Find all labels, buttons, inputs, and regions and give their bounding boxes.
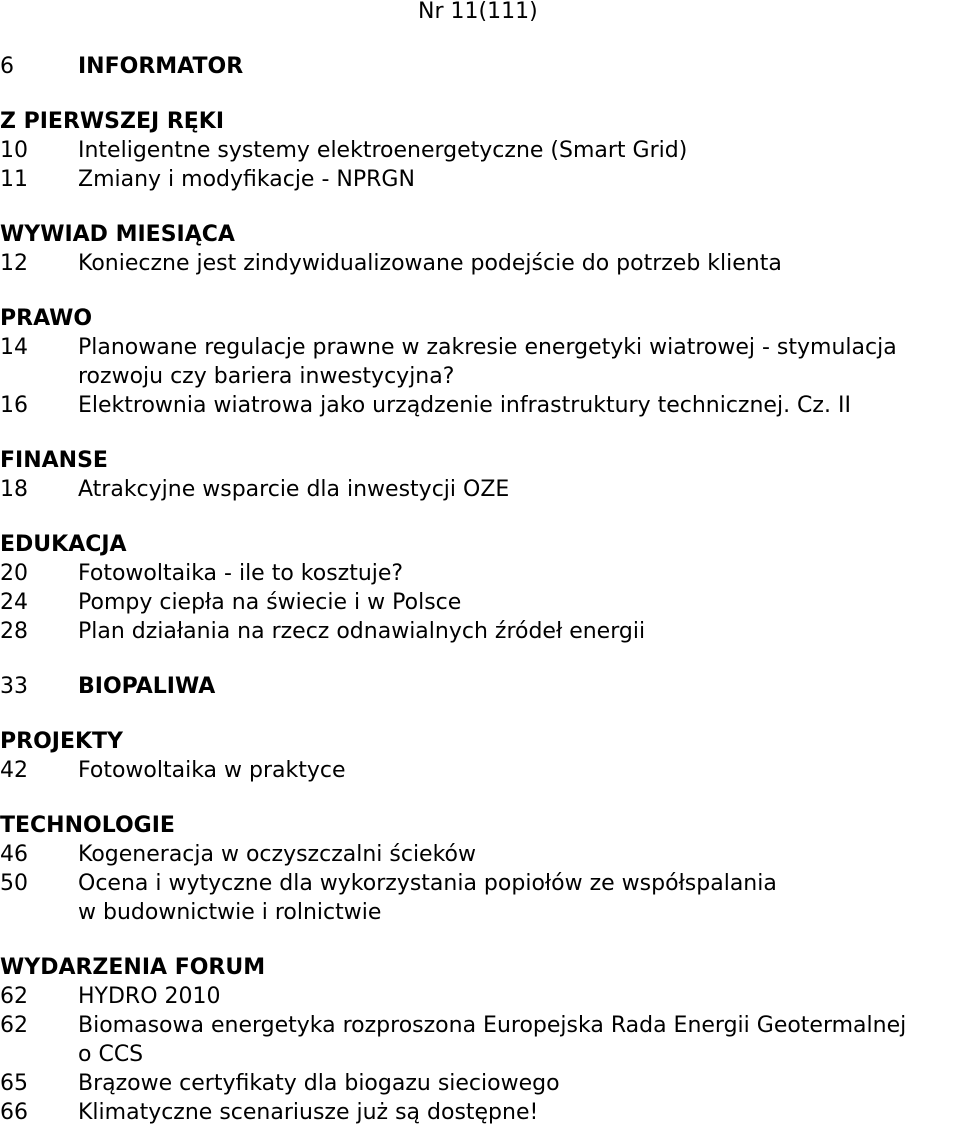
entry-title: Biomasowa energetyka rozproszona Europejska Rada Energii Geotermalnej (78, 1013, 907, 1038)
page-number: 18 (0, 477, 28, 502)
page-number: 33 (0, 674, 28, 699)
page-number: 14 (0, 335, 28, 360)
page-number: 66 (0, 1100, 28, 1125)
page-number: 62 (0, 1013, 28, 1038)
toc-entry[interactable] (0, 333, 960, 362)
entry-title: Pompy ciepła na świecie i w Polsce (78, 590, 462, 615)
section-heading: WYDARZENIA FORUM (0, 955, 266, 980)
entry-title-continuation: rozwoju czy bariera inwestycyjna? (78, 364, 455, 389)
toc-entry[interactable] (0, 982, 960, 1011)
page-number: 12 (0, 251, 28, 276)
section-title: INFORMATOR (78, 54, 244, 79)
section-heading: PROJEKTY (0, 729, 123, 754)
entry-title: HYDRO 2010 (78, 984, 221, 1009)
toc-entry[interactable] (0, 756, 960, 785)
toc-entry[interactable] (0, 475, 960, 504)
entry-title: Zmiany i modyfikacje - NPRGN (78, 167, 415, 192)
toc-entry[interactable] (0, 165, 960, 194)
entry-title: Brązowe certyfikaty dla biogazu sieciowego (78, 1071, 560, 1096)
entry-title-continuation: w budownictwie i rolnictwie (78, 900, 382, 925)
entry-title: Atrakcyjne wsparcie dla inwestycji OZE (78, 477, 510, 502)
page-number: 65 (0, 1071, 28, 1096)
entry-title: Inteligentne systemy elektroenergetyczne (Smart Grid) (78, 138, 688, 163)
page-number: 16 (0, 393, 28, 418)
toc-entry[interactable] (0, 249, 960, 278)
entry-title: Planowane regulacje prawne w zakresie energetyki wiatrowej - stymulacja (78, 335, 897, 360)
page-number: 42 (0, 758, 28, 783)
entry-title: Fotowoltaika - ile to kosztuje? (78, 561, 404, 586)
page-number: 10 (0, 138, 28, 163)
entry-title: Fotowoltaika w praktyce (78, 758, 346, 783)
toc-entry[interactable] (0, 136, 960, 165)
issue-number: Nr 11(111) (418, 0, 538, 24)
toc-entry[interactable] (0, 1098, 960, 1127)
section-heading: Z PIERWSZEJ RĘKI (0, 109, 225, 134)
entry-title: Ocena i wytyczne dla wykorzystania popiołów ze współspalania (78, 871, 777, 896)
page-number: 28 (0, 619, 28, 644)
entry-title: Klimatyczne scenariusze już są dostępne! (78, 1100, 539, 1125)
entry-title: Kogeneracja w oczyszczalni ścieków (78, 842, 476, 867)
page-number: 20 (0, 561, 28, 586)
entry-title: Konieczne jest zindywidualizowane podejście do potrzeb klienta (78, 251, 782, 276)
toc-entry[interactable] (0, 391, 960, 420)
toc-entry[interactable] (0, 840, 960, 869)
section-title: BIOPALIWA (78, 674, 216, 699)
entry-title-continuation: o CCS (78, 1042, 144, 1067)
section-heading: PRAWO (0, 306, 93, 331)
section-heading: EDUKACJA (0, 532, 127, 557)
page-number: 6 (0, 54, 14, 79)
toc-entry[interactable] (0, 1069, 960, 1098)
section-heading: FINANSE (0, 448, 108, 473)
page-number: 62 (0, 984, 28, 1009)
toc-entry[interactable] (0, 617, 960, 646)
table-of-contents (0, 52, 960, 1127)
entry-title: Plan działania na rzecz odnawialnych źródeł energii (78, 619, 646, 644)
entry-title: Elektrownia wiatrowa jako urządzenie infrastruktury technicznej. Cz. II (78, 393, 851, 418)
page-number: 24 (0, 590, 28, 615)
toc-entry[interactable] (0, 588, 960, 617)
toc-entry[interactable] (0, 1011, 960, 1040)
toc-entry-biopaliwa[interactable] (0, 672, 960, 701)
toc-entry[interactable] (0, 559, 960, 588)
section-heading: WYWIAD MIESIĄCA (0, 222, 235, 247)
toc-entry-informator[interactable] (0, 52, 960, 81)
page-number: 11 (0, 167, 28, 192)
page-number: 50 (0, 871, 28, 896)
page-number: 46 (0, 842, 28, 867)
section-heading: TECHNOLOGIE (0, 813, 175, 838)
toc-entry[interactable] (0, 869, 960, 898)
